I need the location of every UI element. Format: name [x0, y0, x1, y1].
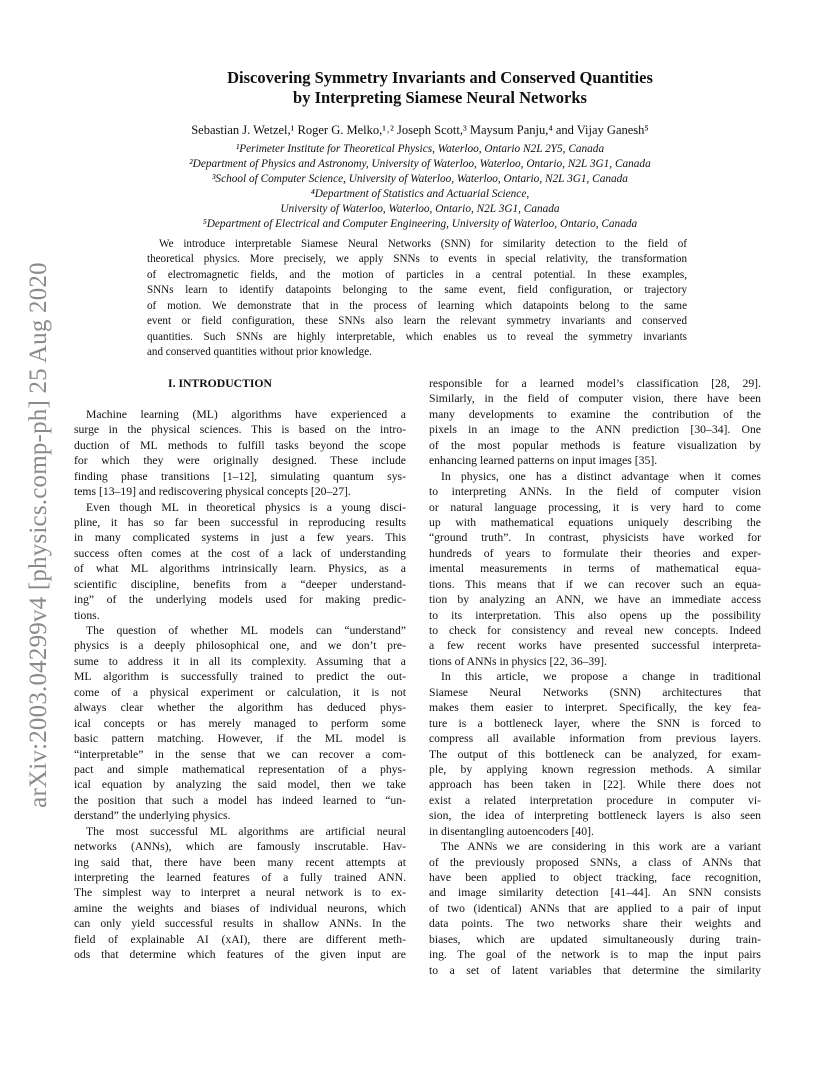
body-line: pline, it has so far been successful in reproducing results [74, 515, 406, 529]
body-line: physics is a deeply philosophical one, and we don’t pre- [74, 639, 406, 653]
body-line: imental measurements in terms of mathematical equa- [429, 562, 761, 576]
body-line: always clear whether the algorithm has deduced phys- [74, 701, 406, 715]
body-line: Even though ML in theoretical physics is a young disci- [86, 500, 406, 514]
body-line: The most successful ML algorithms are artificial neural [86, 824, 406, 838]
body-line: to a set of latent variables that determine the similarity [429, 963, 761, 977]
abstract-line: and conserved quantities without prior knowledge. [147, 346, 372, 359]
left-column [74, 376, 406, 963]
body-line: In this article, we propose a change in traditional [441, 670, 761, 684]
body-line: derstand” the underlying physics. [74, 809, 231, 823]
body-line: tions. This means that if we can recover such an equa- [429, 577, 761, 591]
body-line: success often comes at the cost of a lack of understanding [74, 546, 406, 560]
body-line: finding phase transitions [1–12], simulating quantum sys- [74, 469, 406, 483]
body-line: makes them easier to interpret. Specifically, the key fea- [429, 701, 761, 715]
body-line: ing said that, there have been many recent attempts at [74, 855, 406, 869]
affiliation: ²Department of Physics and Astronomy, University of Waterloo, Waterloo, Ontario, N2L 3G1, Canada [189, 158, 651, 170]
affiliation: ⁴Department of Statistics and Actuarial Science, [310, 188, 530, 200]
body-line: sion, the idea of interpreting bottleneck layers is also seen [429, 809, 761, 823]
body-line: ple, by applying known regression methods. A similar [429, 762, 761, 776]
body-line: field of explainable AI (xAI), there are different meth- [74, 932, 406, 946]
body-line: interpreting the learned features of a fully trained ANN. [74, 871, 406, 884]
body-line: many developments to examine the contribution of the [429, 407, 761, 421]
body-line: basic pattern matching. However, if the ML model is [74, 732, 406, 746]
body-line: The output of this bottleneck can be analyzed, for exam- [429, 747, 761, 761]
body-line: to its interpretation. This also opens up the possibility [429, 608, 761, 622]
body-line: in many complicated systems in just a few years. This [74, 531, 406, 545]
body-line: amine the weights and biases of individual neurons, which [74, 901, 406, 915]
body-line: of what ML algorithms intrinsically learn. Physics, as a [74, 562, 406, 576]
body-line: hundreds of years to formulate their theories and exper- [429, 546, 761, 560]
abstract [147, 237, 687, 361]
affiliation: University of Waterloo, Waterloo, Ontario, N2L 3G1, Canada [280, 203, 560, 215]
body-line: The simplest way to interpret a neural network is to ex- [74, 886, 406, 900]
body-line: ing” of the underlying models used for making predic- [74, 593, 406, 607]
affiliation: ¹Perimeter Institute for Theoretical Physics, Waterloo, Ontario N2L 2Y5, Canada [235, 143, 605, 155]
body-line: in disentangling autoencoders [40]. [429, 824, 594, 838]
body-line: ing. The goal of the network is to map the input pairs [429, 948, 761, 962]
title-line-1: Discovering Symmetry Invariants and Conserved Quantities [227, 68, 653, 87]
abstract-line: We introduce interpretable Siamese Neural Networks (SNN) for similarity detection to the field of [159, 238, 687, 250]
body-line: for which they were originally designed. These include [74, 454, 406, 468]
body-line: to interpreting ANNs. In the field of computer vision [429, 485, 761, 499]
body-line: to check for consistency and reveal new concepts. Indeed [429, 624, 761, 637]
body-line: up with mathematical equations uniquely describing the [429, 515, 761, 529]
paper-title [100, 68, 780, 108]
body-line: approach has been taken in [22]. While there does not [429, 778, 761, 792]
arxiv-sidebar-stamp [14, 230, 64, 840]
body-line: Siamese Neural Networks (SNN) architectures that [429, 685, 761, 699]
body-line: “interpretable” in the sense that we can recover a com- [74, 747, 406, 761]
body-line: ture is a bottleneck layer, where the SNN is forced to [429, 716, 761, 730]
body-line: tions. [74, 608, 100, 622]
arxiv-identifier: arXiv:2003.04299v4 [physics.comp-ph] 25 Aug 2020 [25, 262, 52, 808]
right-column [429, 376, 761, 978]
body-line: biases, which are updated simultaneously during train- [429, 932, 761, 946]
body-line: and image similarity detection [41–44]. An SNN consists [429, 886, 761, 900]
body-line: tions of ANNs in physics [22, 36–39]. [429, 654, 607, 668]
body-line: networks (ANNs), which are famously inscrutable. Hav- [74, 840, 406, 854]
body-line: or natural language processing, it is very hard to come [429, 500, 761, 514]
body-line: compress all available information from previous layers. [429, 732, 761, 746]
body-line: ods that determine which features of the given input are [74, 948, 406, 962]
body-line: pixels in an image to the ANN prediction [30–34]. One [429, 423, 761, 437]
body-line: “ground truth”. In contrast, physicists have worked for [429, 531, 761, 545]
body-line: tems [13–19] and rediscovering physical concepts [20–27]. [74, 485, 351, 499]
body-line: ML algorithm is successfully trained to predict the out- [74, 670, 406, 684]
title-line-2: by Interpreting Siamese Neural Networks [293, 88, 587, 107]
body-line: tion by analyzing an ANN, we have an immediate access [429, 593, 761, 607]
body-line: surge in the physical sciences. This is based on the intro- [74, 423, 406, 437]
body-line: Machine learning (ML) algorithms have experienced a [86, 407, 406, 421]
body-line: duction of ML methods to fulfill tasks beyond the scope [74, 438, 406, 452]
abstract-line: of electromagnetic fields, and the motion of particles in a central potential. In these examples, [147, 268, 687, 281]
body-line: of the previously proposed SNNs, a class of ANNs that [429, 855, 761, 869]
body-line: the position that such a model has indeed learned to “un- [74, 793, 406, 807]
body-line: The question of whether ML models can “understand” [86, 624, 406, 637]
abstract-line: of motion. We demonstrate that in the process of learning which datapoints belong to the same [147, 299, 687, 312]
body-line: data points. The two networks share their weights and [429, 917, 761, 931]
author-list: Sebastian J. Wetzel,¹ Roger G. Melko,¹˒² Joseph Scott,³ Maysum Panju,⁴ and Vijay Ganesh⁵ [191, 123, 649, 137]
body-line: of the most popular methods is feature visualization by [429, 438, 761, 452]
body-line: Similarly, in the field of computer vision, there have been [429, 392, 761, 406]
body-line: a few recent works have presented successful interpreta- [429, 639, 761, 653]
section-heading: I. INTRODUCTION [168, 377, 272, 390]
body-line: responsible for a learned model’s classification [28, 29]. [429, 377, 761, 390]
body-line: can only yield successful results in shallow ANNs. In the [74, 917, 406, 931]
body-line: scientific discipline, benefits from a “deeper understand- [74, 577, 406, 591]
abstract-line: quantities. Such SNNs are highly interpretable, which enables us to reveal the symmetry invariants [147, 330, 687, 343]
body-line: come of a physical experiment or calculation, it is not [74, 685, 406, 699]
affiliation: ⁵Department of Electrical and Computer Engineering, University of Waterloo, Ontario, Canada [202, 218, 638, 230]
body-line: ical concepts or has merely managed to perform some [74, 716, 406, 730]
abstract-line: theoretical physics. More precisely, we apply SNNs to events in special relativity, the transformation [147, 253, 687, 266]
body-line: The ANNs we are considering in this work are a variant [441, 840, 761, 854]
body-line: have been applied to object tracking, face recognition, [429, 871, 761, 884]
body-line: pact and simple mathematical representation of a phys- [74, 762, 406, 776]
body-line: ical equation by analyzing the said model, then we take [74, 778, 406, 792]
body-line: sume to address it in all its complexity. Assuming that a [74, 654, 406, 668]
affiliations [80, 142, 760, 232]
body-line: In physics, one has a distinct advantage when it comes [441, 469, 761, 483]
body-line: of two (identical) ANNs that are applied to a pair of input [429, 901, 761, 915]
body-line: enhancing learned patterns on input images [35]. [429, 454, 658, 468]
body-line: exist a related interpretation procedure in computer vi- [429, 793, 761, 807]
abstract-line: event or field configuration, these SNNs also learn the relevant symmetry invariants and conserved [147, 315, 687, 328]
abstract-line: SNNs learn to identify datapoints belonging to the same event, field configuration, or trajectory [147, 284, 687, 297]
affiliation: ³School of Computer Science, University of Waterloo, Waterloo, Ontario, N2L 3G1, Canada [212, 173, 628, 185]
